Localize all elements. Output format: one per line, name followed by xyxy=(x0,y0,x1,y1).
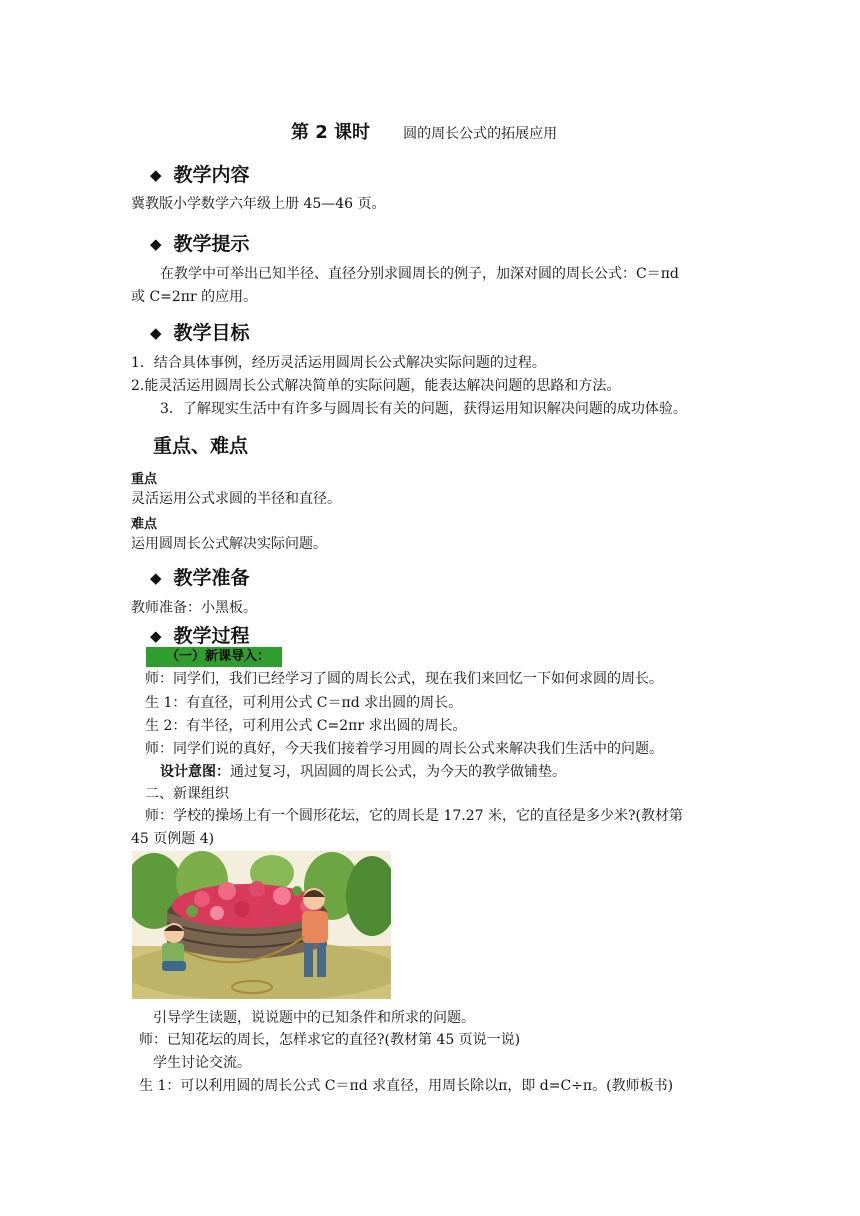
diamond-bullet-icon: ◆ xyxy=(150,627,162,645)
design-intent xyxy=(160,762,566,782)
question-line-2: 45 页例题 4) xyxy=(131,831,215,847)
heading-text: 教学准备 xyxy=(173,567,250,589)
key-label: 重点 xyxy=(131,472,158,487)
lesson-number: 第 2 课时 xyxy=(291,122,371,143)
dialogue-line-4: 师：同学们说的真好，今天我们接着学习用圆的周长公式来解决我们生活中的问题。 xyxy=(145,741,663,757)
flower-bed-illustration xyxy=(132,851,391,999)
heading-text: 教学内容 xyxy=(173,164,250,186)
diamond-bullet-icon: ◆ xyxy=(150,569,162,587)
section-heading-hint xyxy=(150,229,250,256)
heading-text: 教学提示 xyxy=(173,233,250,255)
diamond-bullet-icon: ◆ xyxy=(150,324,162,342)
after-line-1: 引导学生读题，说说题中的已知条件和所求的问题。 xyxy=(153,1010,475,1026)
difficulty-text: 运用圆周长公式解决实际问题。 xyxy=(131,536,327,552)
content-text: 冀教版小学数学六年级上册 45—46 页。 xyxy=(131,196,386,212)
after-line-3: 学生讨论交流。 xyxy=(153,1055,251,1071)
hint-line-2: 或 C=2πr 的应用。 xyxy=(131,289,258,305)
goal-item-2: 2.能灵活运用圆周长公式解决简单的实际问题，能表达解决问题的思路和方法。 xyxy=(131,378,621,394)
lesson-subtitle: 圆的周长公式的拓展应用 xyxy=(403,126,558,142)
part2-label: 二、新课组织 xyxy=(145,786,229,802)
lesson-title xyxy=(291,118,557,144)
section-heading-key: 重点、难点 xyxy=(153,435,249,457)
part1-label: （一）新课导入： xyxy=(146,647,282,667)
flower-bed-image xyxy=(132,851,391,999)
key-text: 灵活运用公式求圆的半径和直径。 xyxy=(131,491,341,507)
after-line-2: 师：已知花坛的周长，怎样求它的直径?(教材第 45 页说一说) xyxy=(139,1032,521,1048)
difficulty-label: 难点 xyxy=(131,517,158,532)
design-intent-text: 通过复习，巩固圆的周长公式，为今天的教学做铺垫。 xyxy=(230,764,566,780)
heading-text: 教学目标 xyxy=(173,322,250,344)
section-heading-goals xyxy=(150,318,250,345)
goal-item-1: 1．结合具体事例，经历灵活运用圆周长公式解决实际问题的过程。 xyxy=(131,355,546,371)
dialogue-line-2: 生 1：有直径，可利用公式 C＝πd 求出圆的周长。 xyxy=(145,695,463,711)
goal-item-3: 3．了解现实生活中有许多与圆周长有关的问题，获得运用知识解决问题的成功体验。 xyxy=(160,401,687,417)
prep-text: 教师准备：小黑板。 xyxy=(131,600,257,616)
dialogue-line-3: 生 2：有半径，可利用公式 C=2πr 求出圆的周长。 xyxy=(145,718,467,734)
after-line-4: 生 1：可以利用圆的周长公式 C＝πd 求直径，用周长除以π，即 d=C÷π。(教师板书) xyxy=(139,1078,674,1094)
diamond-bullet-icon: ◆ xyxy=(150,235,162,253)
dialogue-line-1: 师：同学们，我们已经学习了圆的周长公式，现在我们来回忆一下如何求圆的周长。 xyxy=(145,671,663,687)
diamond-bullet-icon: ◆ xyxy=(150,166,162,184)
design-intent-label: 设计意图： xyxy=(160,764,230,780)
section-heading-process xyxy=(150,621,250,648)
hint-line-1: 在教学中可举出已知半径、直径分别求圆周长的例子，加深对圆的周长公式：C＝πd xyxy=(160,266,679,282)
question-line-1: 师：学校的操场上有一个圆形花坛，它的周长是 17.27 米，它的直径是多少米?(教材第 xyxy=(145,808,683,824)
heading-text: 教学过程 xyxy=(173,625,250,647)
section-heading-content xyxy=(150,160,250,187)
section-heading-prep xyxy=(150,563,250,590)
